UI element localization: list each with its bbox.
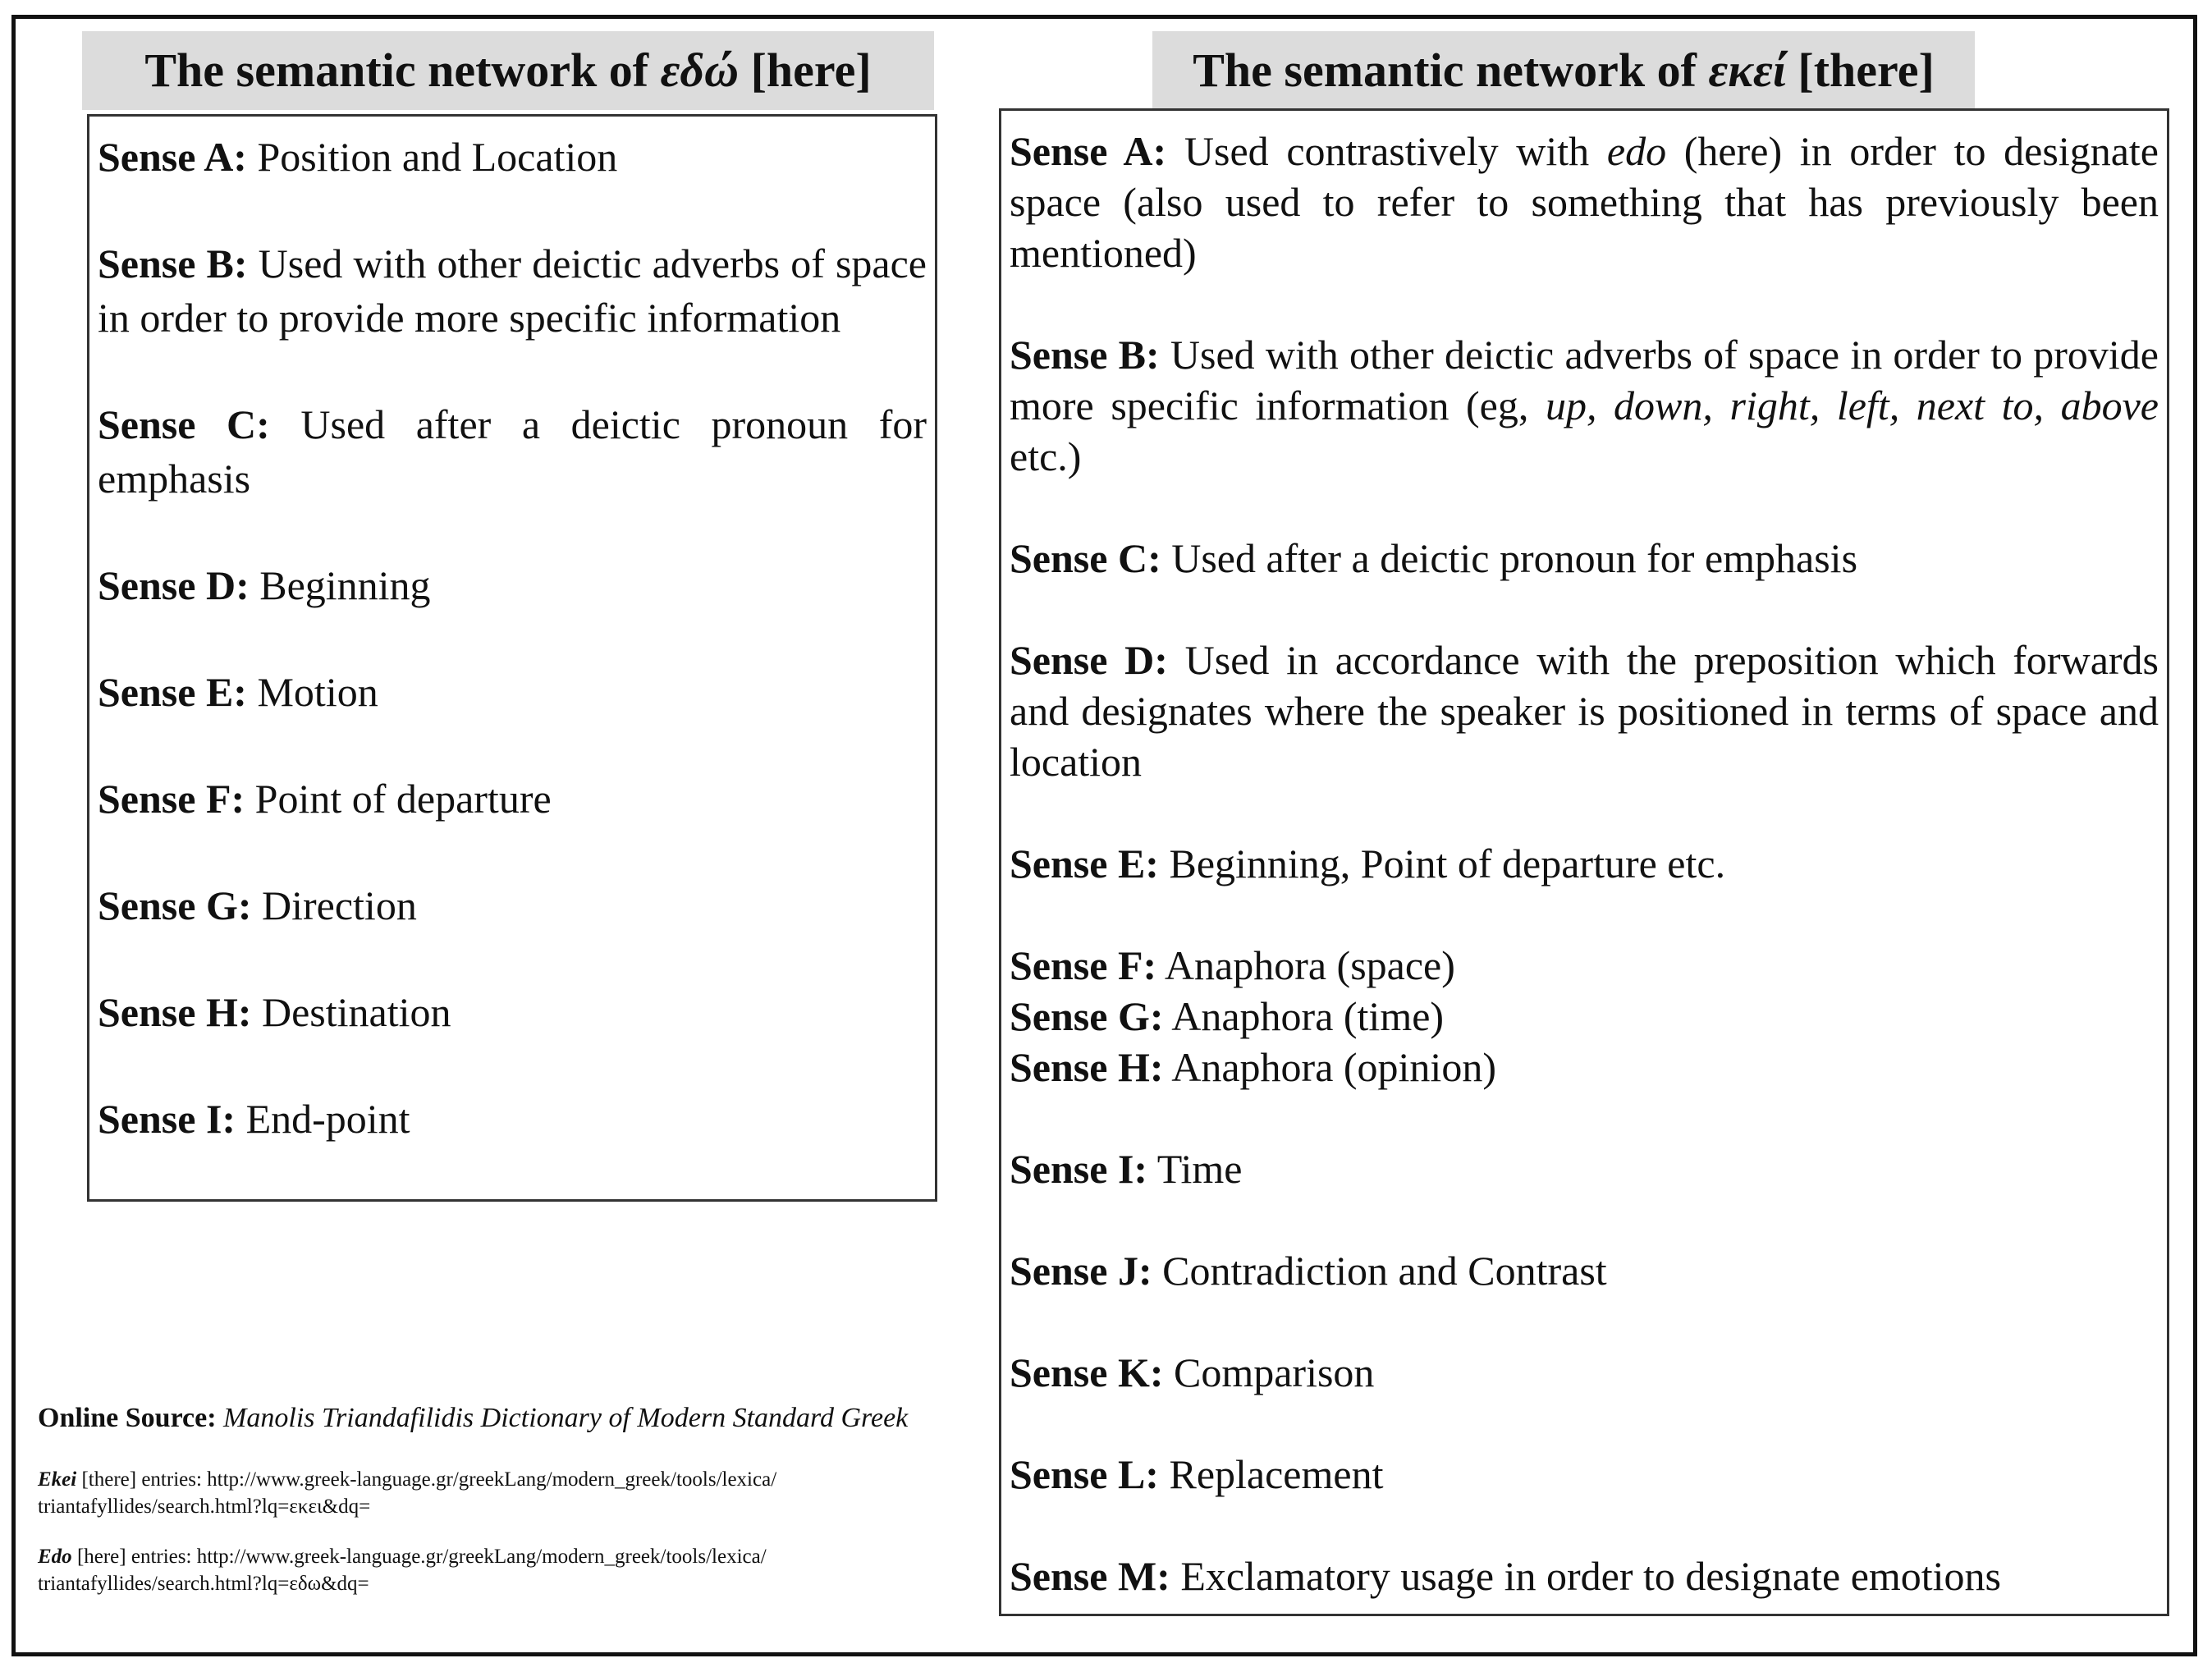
sense-text: Replacement — [1169, 1451, 1384, 1497]
sense-label: Sense C: — [1010, 535, 1161, 581]
sense-text: Exclamatory usage in order to designate emotions — [1180, 1553, 2002, 1599]
sense-text: Used with other deictic adverbs of space in order to provide more specific information — [98, 240, 927, 341]
right-sense-m — [1010, 1551, 2159, 1601]
sense-label: Sense I: — [1010, 1146, 1148, 1192]
right-sense-b — [1010, 329, 2159, 482]
right-senses-box — [999, 108, 2169, 1616]
sense-text: Motion — [257, 669, 378, 715]
sense-label: Sense D: — [1010, 637, 1168, 683]
left-sense-b — [98, 236, 927, 345]
sense-label: Sense K: — [1010, 1349, 1164, 1395]
left-panel-title — [82, 31, 934, 110]
sense-text: Anaphora (space) — [1164, 942, 1455, 988]
left-sense-c — [98, 397, 927, 506]
sense-label: Sense L: — [1010, 1451, 1159, 1497]
sense-label: Sense A: — [1010, 128, 1167, 174]
right-sense-i — [1010, 1143, 2159, 1194]
sense-text: Point of departure — [254, 776, 552, 822]
sense-italic-term: up, down, right, left, next to, above — [1545, 382, 2159, 428]
left-sense-f — [98, 772, 927, 826]
right-title-prefix: The semantic network of — [1193, 44, 1709, 97]
sense-text: Used in accordance with the preposition which forwards and designates where the speaker is positioned in terms of space and location — [1010, 637, 2159, 785]
sense-text-cont: (here) in order to designate space (also used to refer to something that has previously been mentioned) — [1010, 128, 2159, 276]
source-label: Online Source: — [38, 1403, 217, 1433]
entry-url-cont[interactable]: triantafyllides/search.html?lq=εδω&dq= — [38, 1573, 369, 1595]
left-title-prefix: The semantic network of — [144, 44, 661, 97]
sense-label: Sense D: — [98, 562, 250, 608]
sense-text: Used after a deictic pronoun for emphasis — [1171, 535, 1858, 581]
sense-text-cont: etc.) — [1010, 433, 1082, 479]
sense-label: Sense J: — [1010, 1248, 1152, 1294]
right-sense-c — [1010, 533, 2159, 584]
entry-word: Edo — [38, 1546, 72, 1568]
right-sense-l — [1010, 1449, 2159, 1500]
entry-word: Ekei — [38, 1468, 77, 1491]
sense-text: Direction — [262, 882, 417, 928]
sense-label: Sense F: — [1010, 942, 1157, 988]
sense-text: Position and Location — [257, 134, 618, 180]
right-sense-d — [1010, 634, 2159, 787]
sense-text: Contradiction and Contrast — [1162, 1248, 1607, 1294]
left-sense-i — [98, 1092, 927, 1146]
sense-text: Comparison — [1174, 1349, 1375, 1395]
left-sense-g — [98, 878, 927, 932]
source-line — [38, 1394, 990, 1443]
right-panel-title — [1152, 31, 1975, 110]
source-entry-edo — [38, 1543, 990, 1597]
left-sense-h — [98, 985, 927, 1039]
source-citation — [38, 1394, 990, 1597]
sense-text: Time — [1156, 1146, 1243, 1192]
entry-url[interactable]: [there] entries: http://www.greek-language.gr/greekLang/modern_greek/tools/lexica/ — [76, 1468, 777, 1491]
sense-label: Sense G: — [98, 882, 252, 928]
sense-text: Beginning — [259, 562, 431, 608]
left-title-suffix: [here] — [739, 44, 872, 97]
left-title-greek-word: εδώ — [660, 44, 740, 97]
sense-text: Used with other deictic adverbs of space in order to provide more specific information (eg, — [1010, 332, 2159, 428]
right-title-suffix: [there] — [1785, 44, 1935, 97]
source-title: Manolis Triandafilidis Dictionary of Modern Standard Greek — [223, 1403, 909, 1433]
sense-text: Destination — [262, 989, 451, 1035]
right-sense-e — [1010, 838, 2159, 889]
right-sense-g — [1010, 991, 2159, 1042]
left-sense-d — [98, 558, 927, 612]
sense-label: Sense E: — [1010, 841, 1159, 886]
sense-text: Anaphora (opinion) — [1171, 1044, 1496, 1090]
right-sense-k — [1010, 1347, 2159, 1398]
left-sense-a — [98, 130, 927, 184]
sense-label: Sense E: — [98, 669, 247, 715]
entry-url-cont[interactable]: triantafyllides/search.html?lq=εκει&dq= — [38, 1496, 371, 1518]
left-sense-e — [98, 665, 927, 719]
right-sense-a — [1010, 126, 2159, 278]
right-title-greek-word: εκεί — [1708, 44, 1786, 97]
source-entry-ekei — [38, 1466, 990, 1520]
sense-label: Sense B: — [98, 240, 248, 286]
sense-label: Sense I: — [98, 1096, 236, 1142]
sense-text: End-point — [245, 1096, 410, 1142]
entry-url[interactable]: [here] entries: http://www.greek-language.gr/greekLang/modern_greek/tools/lexica/ — [71, 1546, 767, 1568]
right-sense-f — [1010, 940, 2159, 991]
sense-label: Sense H: — [98, 989, 252, 1035]
sense-label: Sense B: — [1010, 332, 1160, 378]
right-sense-j — [1010, 1245, 2159, 1296]
left-senses-box — [87, 114, 937, 1202]
sense-label: Sense M: — [1010, 1553, 1170, 1599]
sense-text: Used after a deictic pronoun for emphasis — [98, 401, 927, 502]
sense-italic-term: edo — [1606, 128, 1667, 174]
sense-label: Sense A: — [98, 134, 247, 180]
sense-text: Used contrastively with — [1184, 128, 1607, 174]
sense-text: Anaphora (time) — [1171, 993, 1445, 1039]
sense-label: Sense F: — [98, 776, 245, 822]
sense-label: Sense G: — [1010, 993, 1164, 1039]
right-sense-h — [1010, 1042, 2159, 1093]
sense-label: Sense H: — [1010, 1044, 1164, 1090]
sense-text: Beginning, Point of departure etc. — [1169, 841, 1726, 886]
sense-label: Sense C: — [98, 401, 270, 447]
